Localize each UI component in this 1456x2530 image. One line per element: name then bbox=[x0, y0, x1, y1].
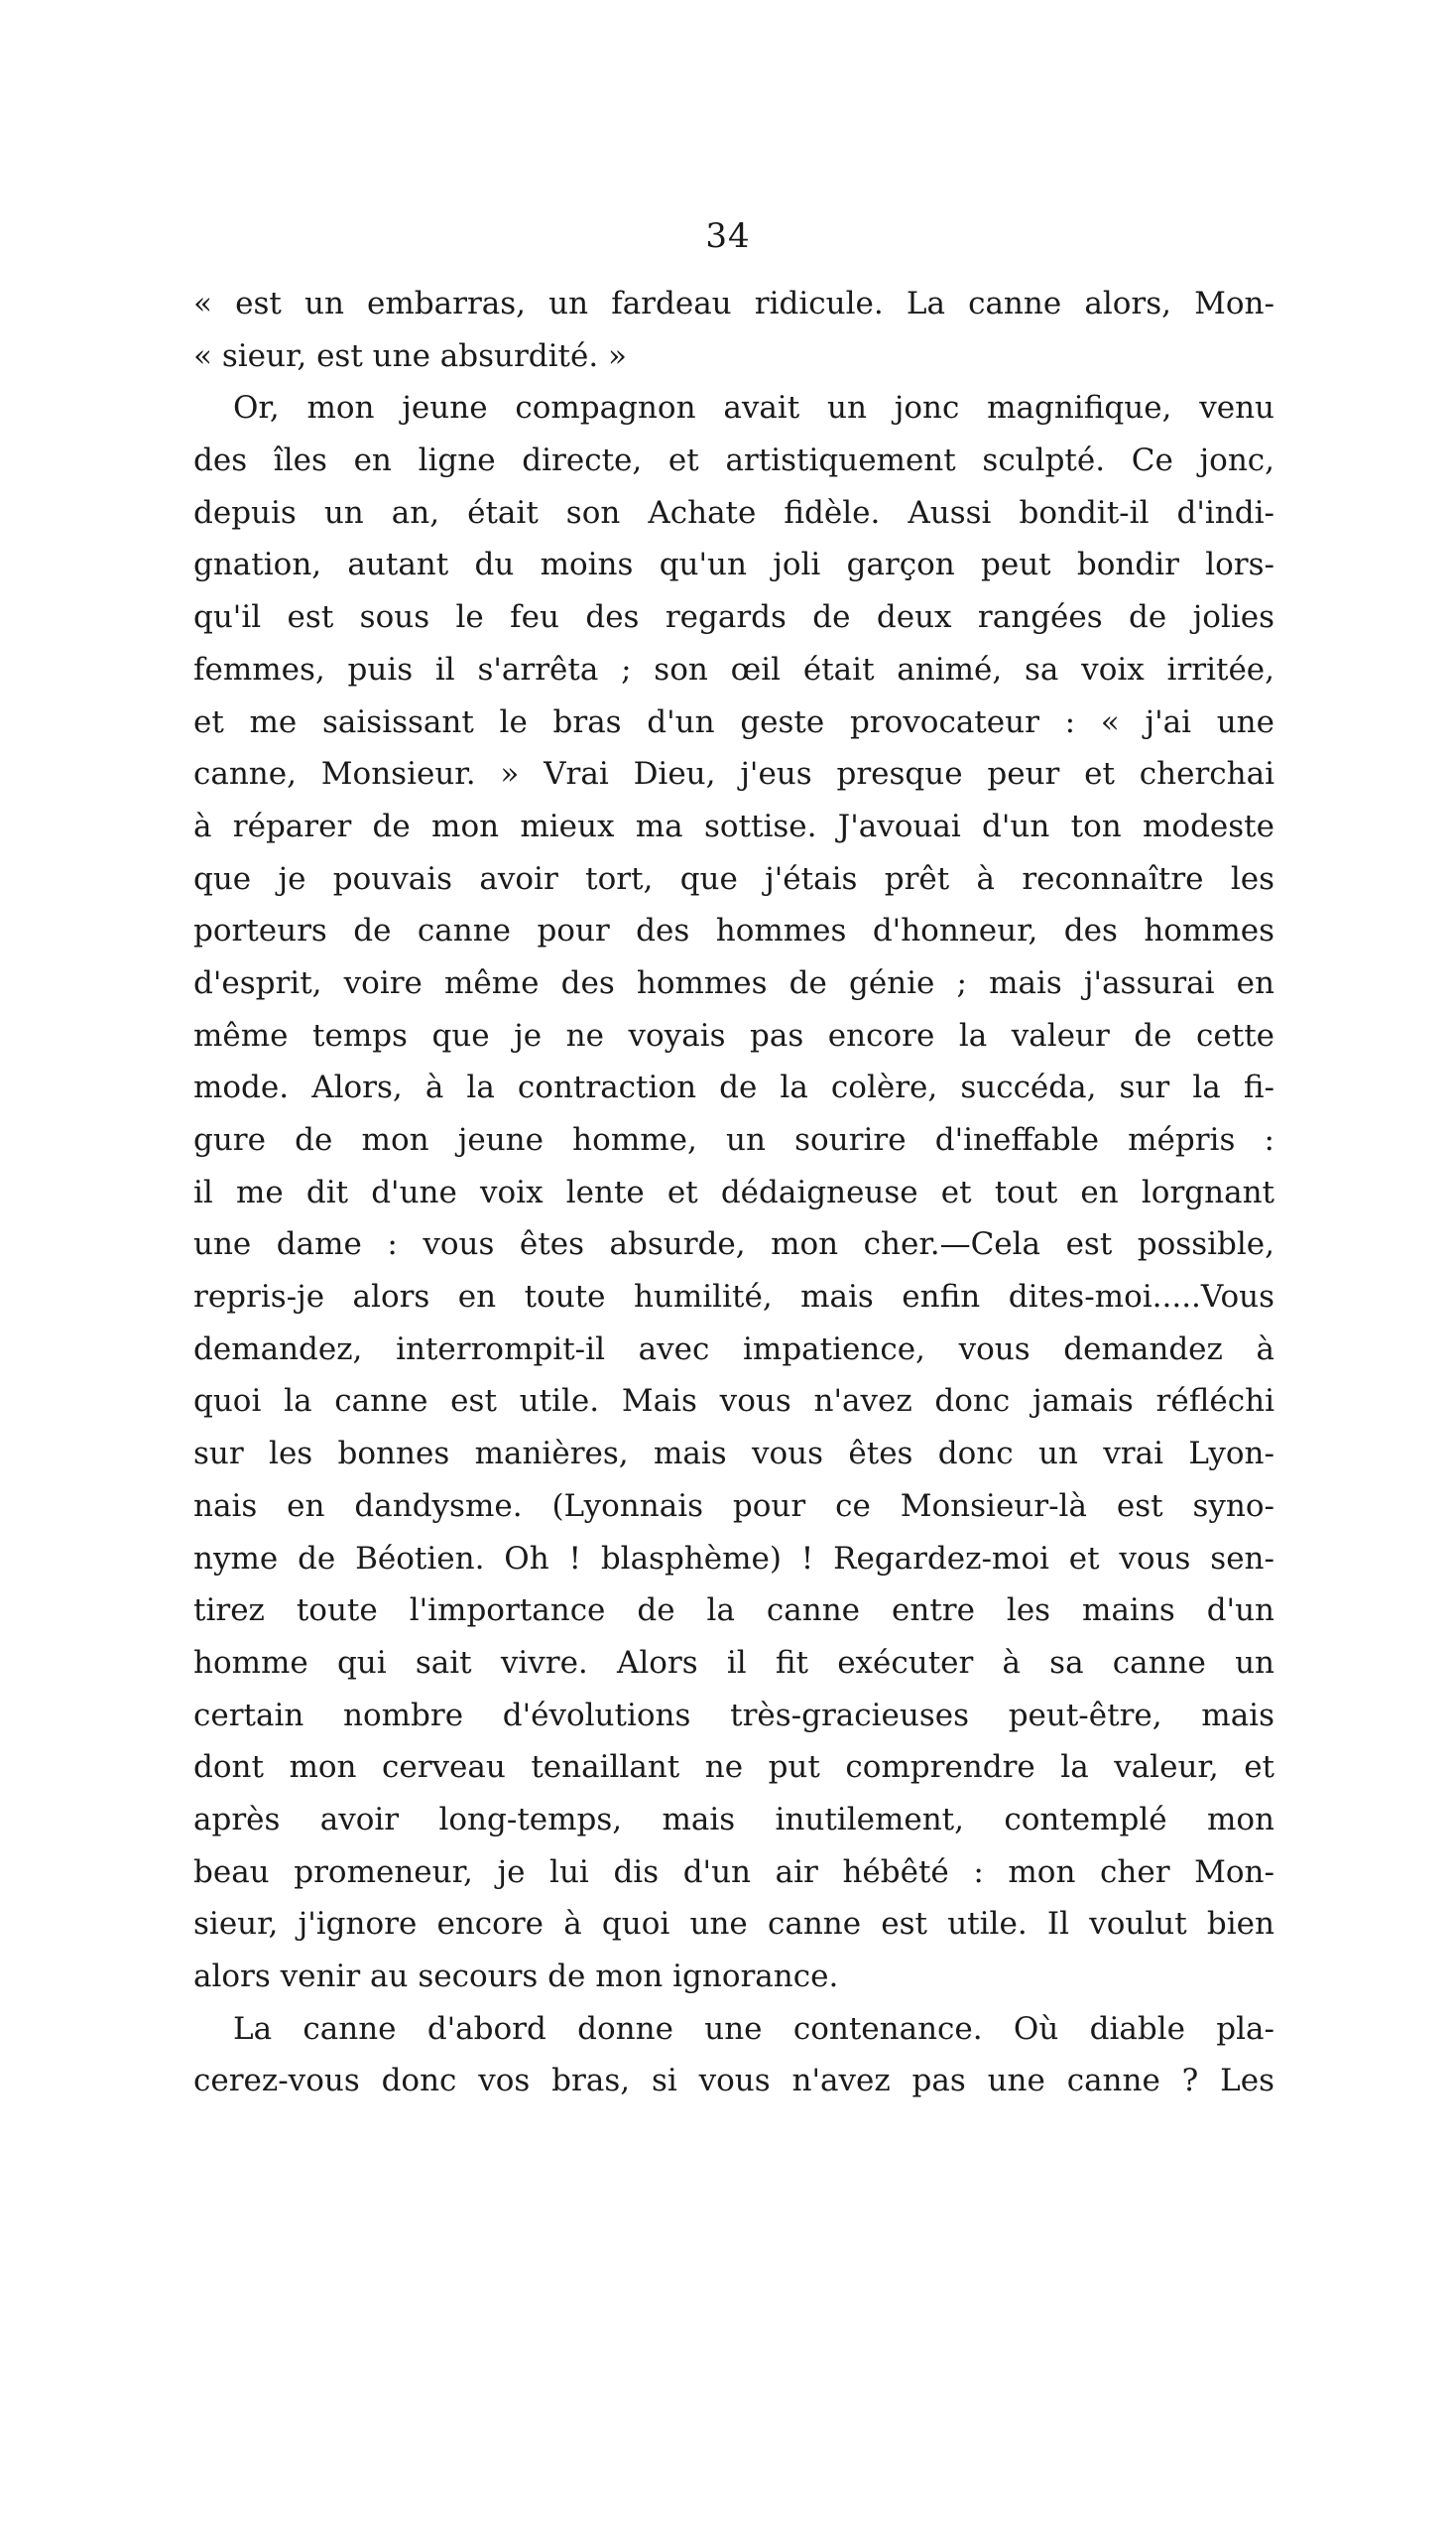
text-line: cerez-vous donc vos bras, si vous n'avez pas une canne ? Les bbox=[193, 2063, 1274, 2099]
text-line: même temps que je ne voyais pas encore la valeur de cette bbox=[193, 1017, 1274, 1054]
text-line: femmes, puis il s'arrêta ; son œil était animé, sa voix irritée, bbox=[193, 651, 1274, 688]
text-line: repris-je alors en toute humilité, mais enfin dites-moi.....Vous bbox=[193, 1279, 1274, 1316]
text-line: canne, Monsieur. » Vrai Dieu, j'eus presque peur et cherchai bbox=[193, 756, 1274, 793]
text-line: depuis un an, était son Achate fidèle. Aussi bondit-il d'indi- bbox=[193, 494, 1274, 531]
text-line: gnation, autant du moins qu'un joli garçon peut bondir lors- bbox=[193, 547, 1274, 583]
text-line: sur les bonnes manières, mais vous êtes donc un vrai Lyon- bbox=[193, 1436, 1274, 1472]
text-line: demandez, interrompit-il avec impatience, vous demandez à bbox=[193, 1330, 1274, 1367]
text-line: certain nombre d'évolutions très-gracieuses peut-être, mais bbox=[193, 1697, 1274, 1733]
text-line: La canne d'abord donne une contenance. Où diable pla- bbox=[233, 2010, 1274, 2047]
text-line: des îles en ligne directe, et artistiquement sculpté. Ce jonc, bbox=[193, 443, 1274, 479]
text-line: nyme de Béotien. Oh ! blasphème) ! Regardez-moi et vous sen- bbox=[193, 1540, 1274, 1577]
text-line: alors venir au secours de mon ignorance. bbox=[193, 1959, 839, 1994]
page-number: 34 bbox=[705, 216, 751, 256]
text-line: à réparer de mon mieux ma sottise. J'avouai d'un ton modeste bbox=[193, 808, 1274, 844]
text-line: il me dit d'une voix lente et dédaigneuse et tout en lorgnant bbox=[193, 1174, 1274, 1210]
text-line: mode. Alors, à la contraction de la colère, succéda, sur la fi- bbox=[193, 1070, 1274, 1106]
text-line: qu'il est sous le feu des regards de deux rangées de jolies bbox=[193, 599, 1274, 636]
text-line: « est un embarras, un fardeau ridicule. La canne alors, Mon- bbox=[193, 286, 1274, 321]
text-line: après avoir long-temps, mais inutilement, contemplé mon bbox=[193, 1801, 1274, 1837]
text-line: Or, mon jeune compagnon avait un jonc magnifique, venu bbox=[233, 390, 1274, 427]
text-line: que je pouvais avoir tort, que j'étais prêt à reconnaître les bbox=[193, 860, 1274, 897]
text-line: « sieur, est une absurdité. » bbox=[193, 337, 628, 374]
text-line: et me saisissant le bras d'un geste provocateur : « j'ai une bbox=[193, 703, 1274, 740]
text-line: une dame : vous êtes absurde, mon cher.—Cela est possible, bbox=[193, 1226, 1274, 1263]
text-line: tirez toute l'importance de la canne entre les mains d'un bbox=[193, 1592, 1274, 1629]
body-text bbox=[193, 278, 1274, 2107]
text-line: d'esprit, voire même des hommes de génie ; mais j'assurai en bbox=[193, 964, 1274, 1001]
text-line: nais en dandysme. (Lyonnais pour ce Monsieur-là est syno- bbox=[193, 1487, 1274, 1524]
text-line: quoi la canne est utile. Mais vous n'avez donc jamais réfléchi bbox=[193, 1383, 1274, 1420]
text-line: beau promeneur, je lui dis d'un air hébêté : mon cher Mon- bbox=[193, 1853, 1274, 1890]
text-line: gure de mon jeune homme, un sourire d'ineffable mépris : bbox=[193, 1122, 1274, 1158]
text-line: sieur, j'ignore encore à quoi une canne est utile. Il voulut bien bbox=[193, 1906, 1274, 1943]
text-line: homme qui sait vivre. Alors il fit exécuter à sa canne un bbox=[193, 1644, 1274, 1681]
text-line: dont mon cerveau tenaillant ne put comprendre la valeur, et bbox=[193, 1749, 1274, 1786]
text-line: porteurs de canne pour des hommes d'honneur, des hommes bbox=[193, 913, 1274, 949]
